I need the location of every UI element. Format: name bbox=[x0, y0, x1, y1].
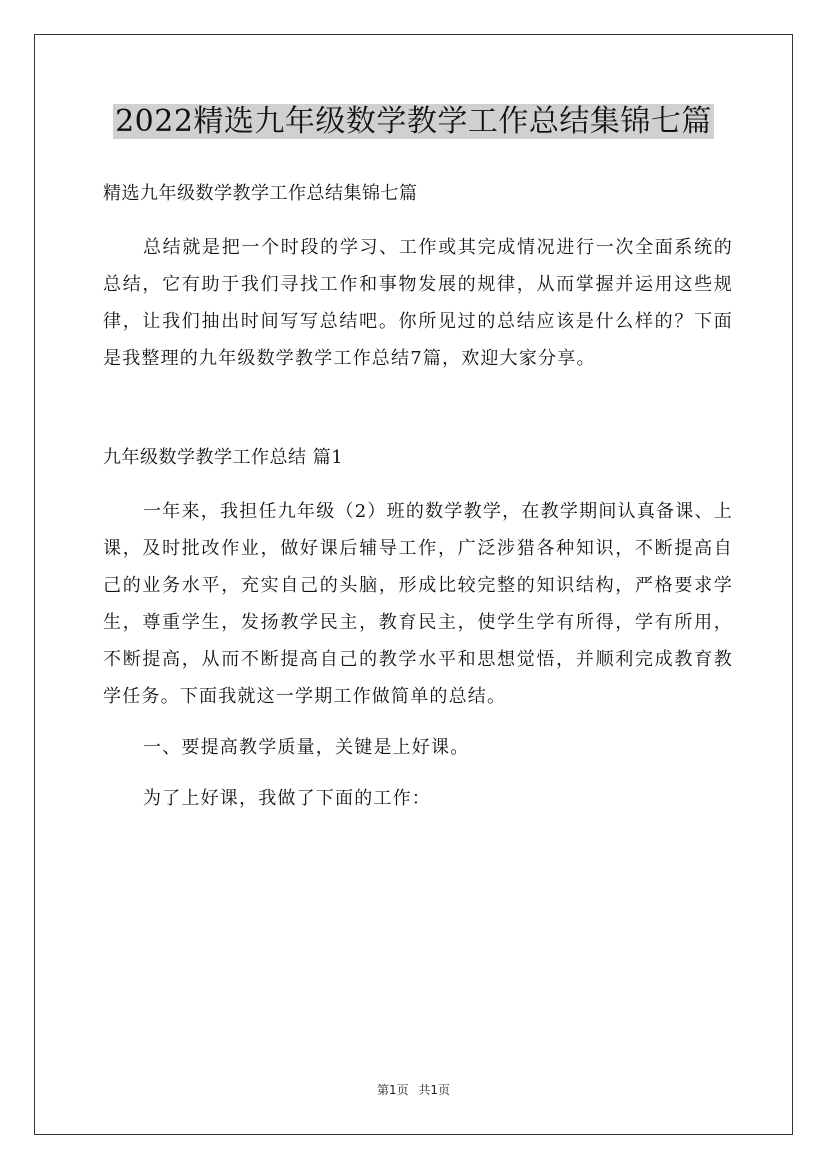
page-total: 共1页 bbox=[418, 1083, 451, 1097]
document-title: 2022精选九年级数学教学工作总结集锦七篇 bbox=[115, 104, 712, 139]
page-number: 第1页 bbox=[376, 1083, 409, 1097]
point-heading-1: 一、要提高教学质量，关键是上好课。 bbox=[143, 737, 470, 758]
point-subtext-1: 为了上好课，我做了下面的工作： bbox=[143, 788, 431, 809]
page-footer bbox=[0, 1081, 827, 1098]
section-heading: 九年级数学教学工作总结 篇1 bbox=[103, 447, 344, 468]
document-body bbox=[103, 173, 733, 831]
body-paragraph-1: 一年来，我担任九年级（2）班的数学教学，在教学期间认真备课、上课，及时批改作业，做好课后辅导工作，广泛涉猎各种知识，不断提高自己的业务水平，充实自己的头脑，形成比较完整的知识结构，严格要求学生，尊重学生，发扬教学民主，教育民主，使学生学有所得，学有所用，不断提高，从而不断提高自己的教学水平和思想觉悟，并顺利完成教育教学任务。下面我就这一学期工作做简单的总结。 bbox=[103, 501, 733, 707]
document-subtitle: 精选九年级数学教学工作总结集锦七篇 bbox=[103, 183, 418, 204]
section-spacer bbox=[103, 391, 733, 437]
intro-paragraph: 总结就是把一个时段的学习、工作或其完成情况进行一次全面系统的总结，它有助于我们寻找工作和事物发展的规律，从而掌握并运用这些规律，让我们抽出时间写写总结吧。你所见过的总结应该是什么样的？下面是我整理的九年级数学教学工作总结7篇，欢迎大家分享。 bbox=[103, 237, 733, 369]
